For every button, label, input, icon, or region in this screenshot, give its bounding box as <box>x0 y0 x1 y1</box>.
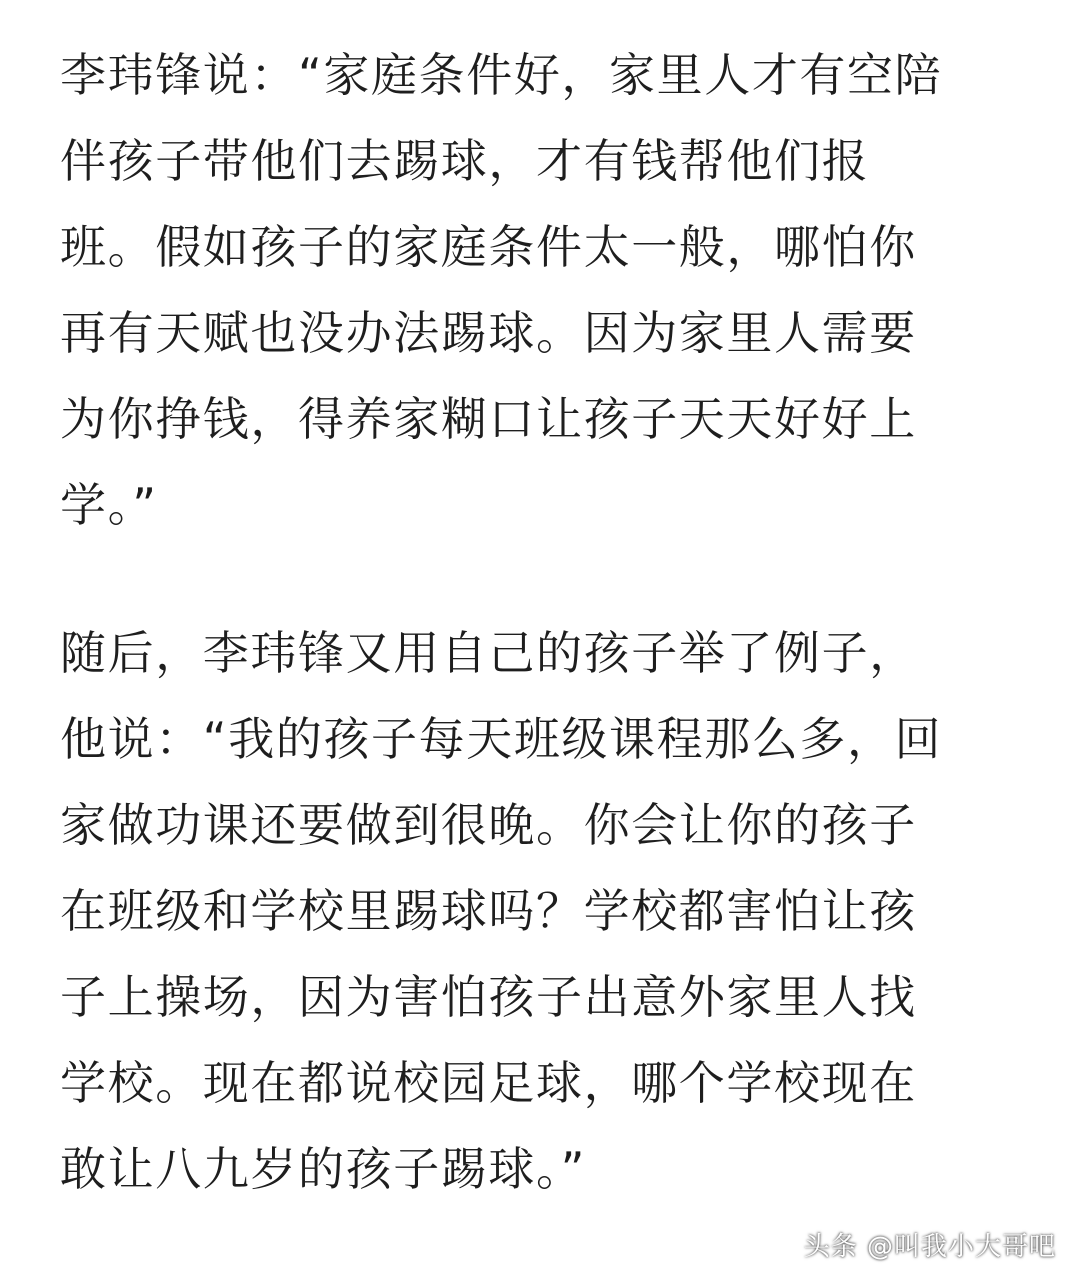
text-line: 随后，李玮锋又用自己的孩子举了例子， <box>60 626 917 680</box>
watermark: 头条 @叫我小大哥吧 <box>803 1232 1056 1262</box>
text-line: 学。” <box>60 478 158 532</box>
text-line: 敢让八九岁的孩子踢球。” <box>60 1142 587 1196</box>
text-line: 伴孩子带他们去踢球，才有钱帮他们报 <box>60 134 870 188</box>
text-line: 学校。现在都说校园足球，哪个学校现在 <box>60 1056 917 1110</box>
text-line: 在班级和学校里踢球吗？学校都害怕让孩 <box>60 884 917 938</box>
article-body <box>60 32 1025 1212</box>
text-line: 再有天赋也没办法踢球。因为家里人需要 <box>60 306 917 360</box>
text-line: 他说：“我的孩子每天班级课程那么多，回 <box>60 712 943 766</box>
paragraph <box>60 32 1025 548</box>
paragraph <box>60 610 1025 1212</box>
text-line: 子上操场，因为害怕孩子出意外家里人找 <box>60 970 917 1024</box>
text-line: 为你挣钱，得养家糊口让孩子天天好好上 <box>60 392 917 446</box>
paragraph-divider <box>60 548 1025 610</box>
text-line: 家做功课还要做到很晚。你会让你的孩子 <box>60 798 917 852</box>
text-line: 班。假如孩子的家庭条件太一般，哪怕你 <box>60 220 917 274</box>
text-line: 李玮锋说：“家庭条件好，家里人才有空陪 <box>60 48 943 102</box>
